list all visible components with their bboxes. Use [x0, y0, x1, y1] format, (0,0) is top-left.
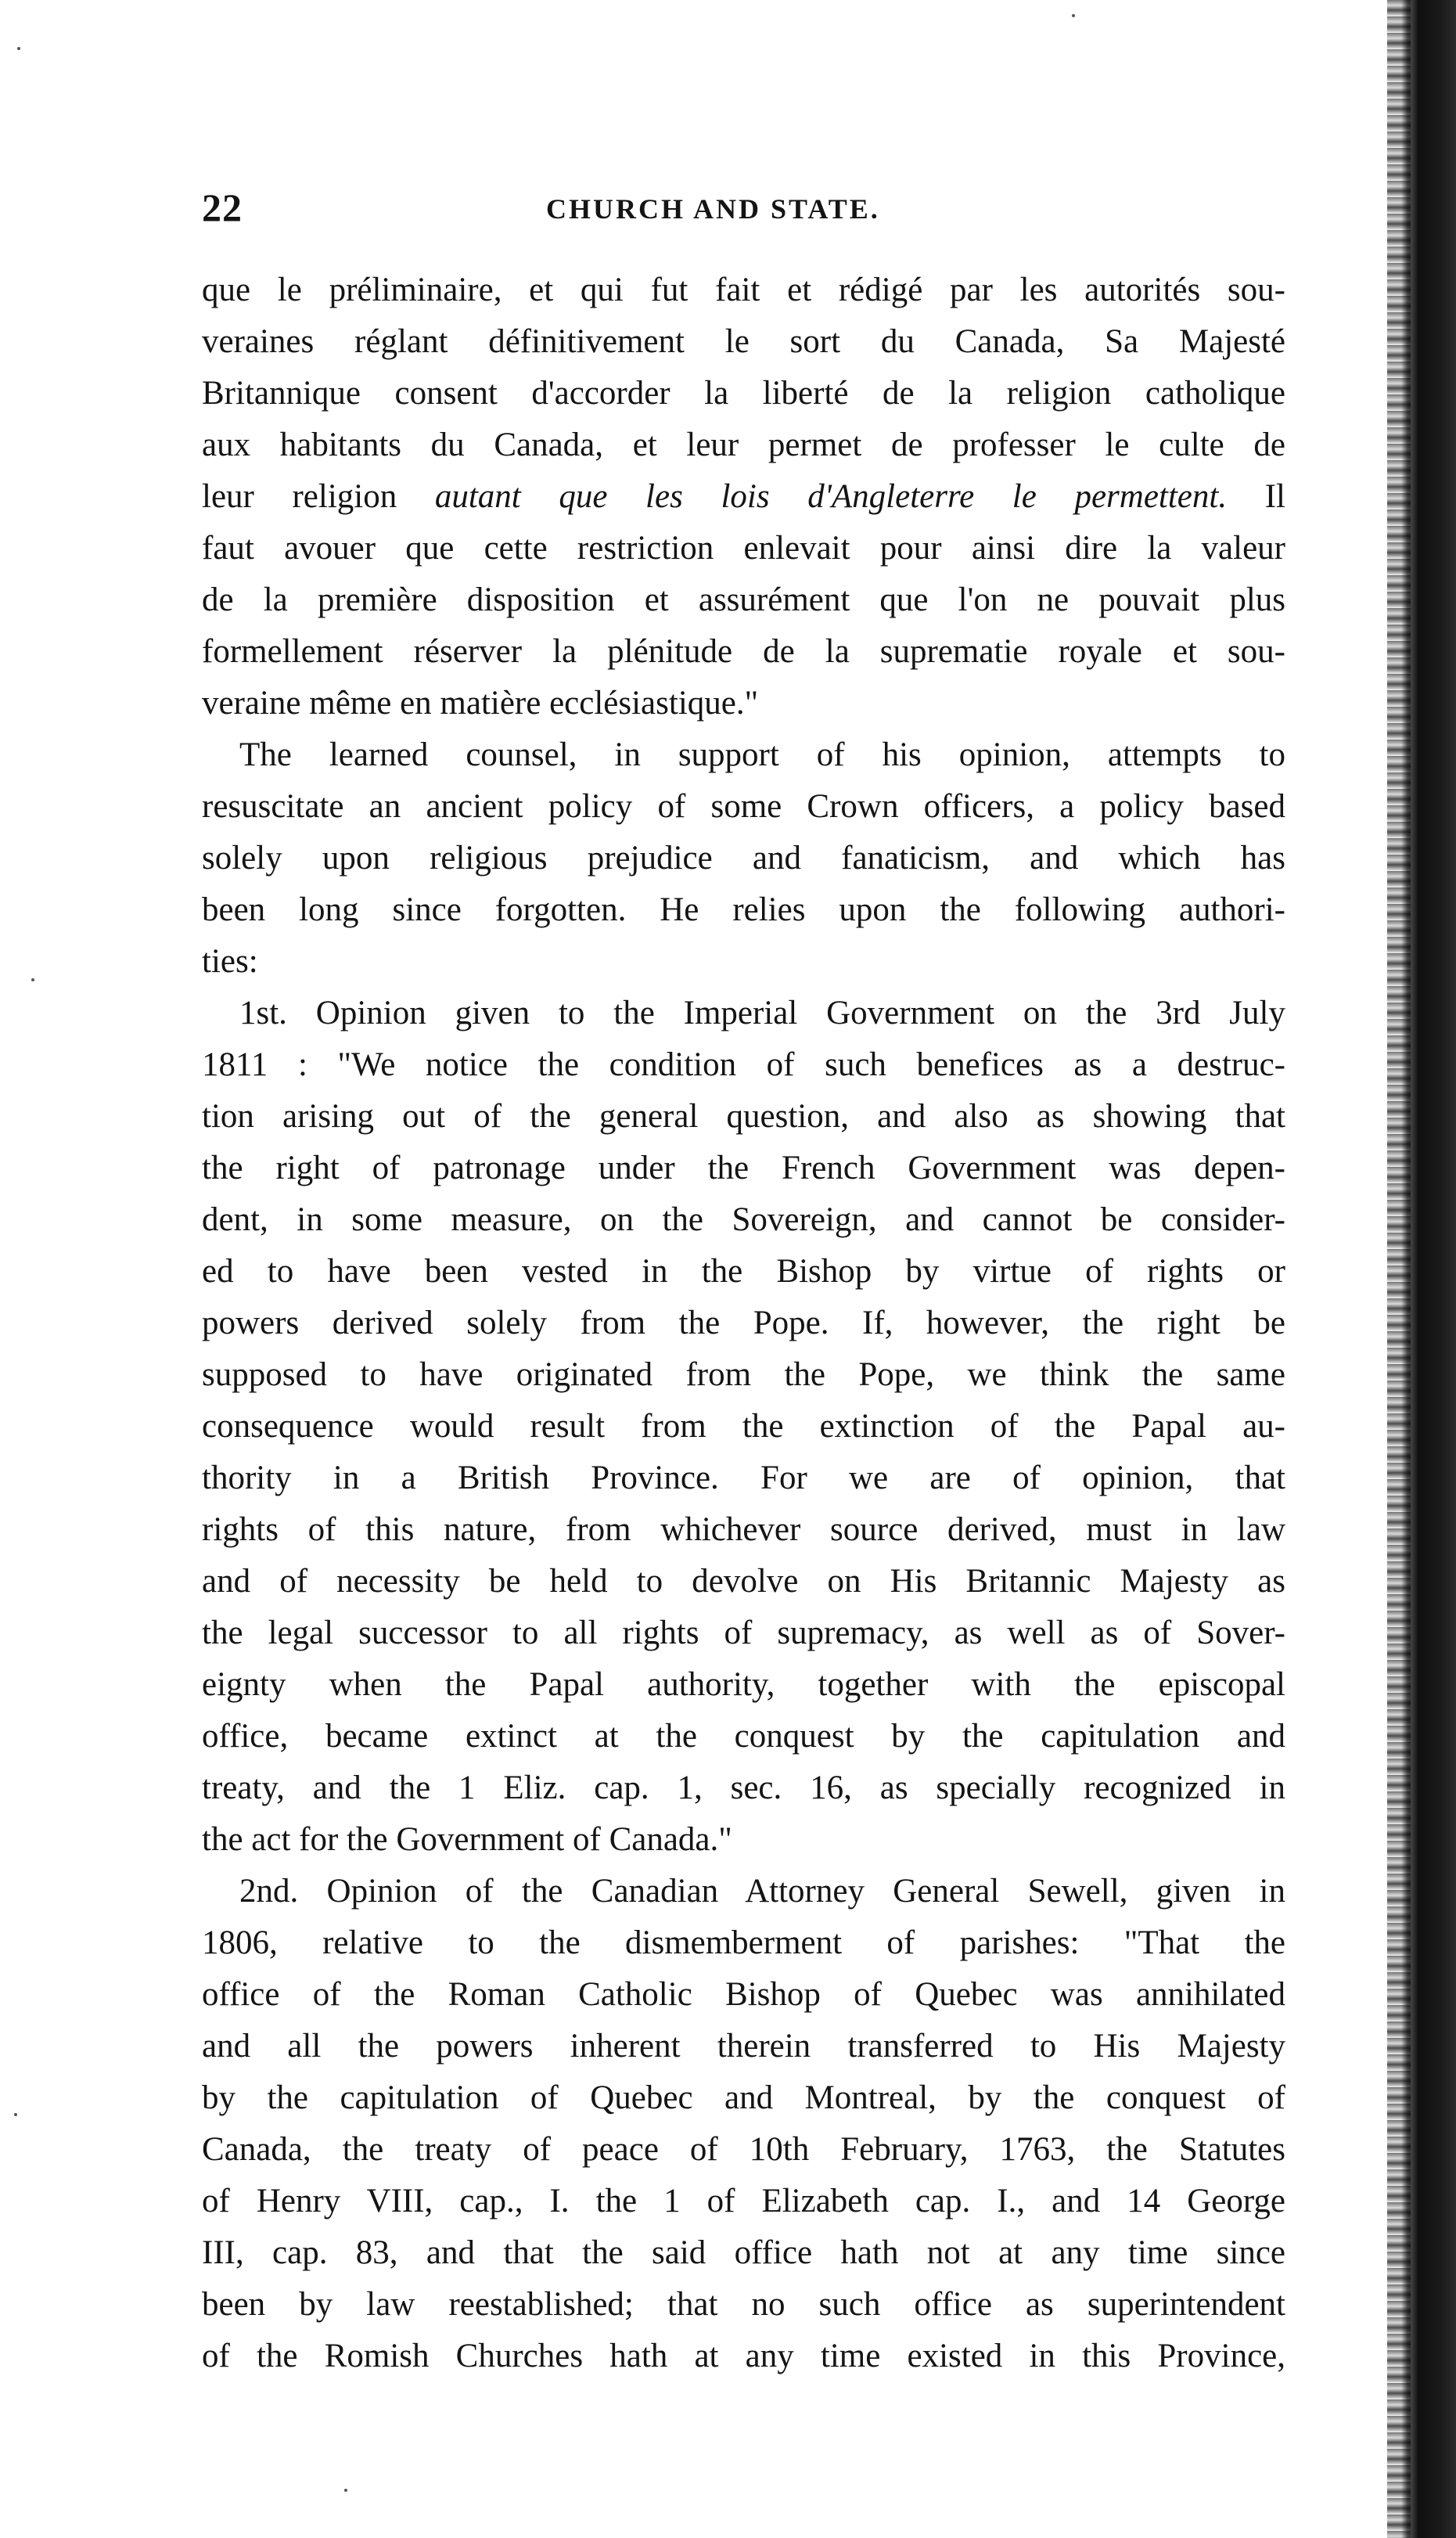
text-line: resuscitate an ancient policy of some Crown officers, a policy based: [202, 788, 1285, 825]
running-head: CHURCH AND STATE.: [546, 193, 880, 225]
page-edge-texture: [1387, 0, 1411, 2538]
text-line: the act for the Government of Canada.": [202, 1821, 732, 1858]
text-line: solely upon religious prejudice and fanaticism, and which has: [202, 840, 1285, 877]
text-line: been long since forgotten. He relies upon the following authori-: [202, 891, 1285, 928]
text-line: rights of this nature, from whichever source derived, must in law: [202, 1511, 1285, 1548]
text-line: and all the powers inherent therein transferred to His Majesty: [202, 2028, 1285, 2065]
scan-speck: [14, 2113, 17, 2116]
text-line: 1806, relative to the dismemberment of parishes: "That the: [202, 1924, 1285, 1961]
scan-speck: [1072, 14, 1075, 17]
text-line: ties:: [202, 943, 258, 980]
text-line: been by law reestablished; that no such office as superintendent: [202, 2286, 1285, 2323]
text-line: and of necessity be held to devolve on His Britannic Majesty as: [202, 1563, 1285, 1600]
text-line: 1811 : "We notice the condition of such benefices as a destruc-: [202, 1046, 1285, 1083]
scan-speck: [17, 47, 20, 50]
text-line: Britannique consent d'accorder la liberté de la religion catholique: [202, 375, 1285, 412]
scan-speck: [344, 2489, 347, 2492]
scan-speck: [31, 978, 34, 981]
text-line: of Henry VIII, cap., I. the 1 of Elizabeth cap. I., and 14 George: [202, 2183, 1285, 2219]
body-text: [202, 265, 1285, 2382]
text-line: 2nd. Opinion of the Canadian Attorney General Sewell, given in: [239, 1873, 1285, 1910]
page-number: 22: [202, 185, 243, 229]
text-line: supposed to have originated from the Pope, we think the same: [202, 1356, 1285, 1393]
page-header: [202, 185, 1285, 232]
text-line: aux habitants du Canada, et leur permet de professer le culte de: [202, 427, 1285, 463]
text-line: The learned counsel, in support of his opinion, attempts to: [239, 736, 1285, 773]
text-line: que le préliminaire, et qui fut fait et rédigé par les autorités sou-: [202, 272, 1285, 308]
italic-phrase: autant que les lois d'Angleterre le permettent.: [434, 478, 1228, 515]
text-line: office, became extinct at the conquest by the capitulation and: [202, 1718, 1285, 1755]
text-line: dent, in some measure, on the Sovereign, and cannot be consider-: [202, 1201, 1285, 1238]
text-line: treaty, and the 1 Eliz. cap. 1, sec. 16, as specially recognized in: [202, 1769, 1285, 1806]
text-line: of the Romish Churches hath at any time existed in this Province,: [202, 2338, 1285, 2374]
text-line: III, cap. 83, and that the said office hath not at any time since: [202, 2234, 1285, 2271]
text-span: leur religion: [202, 478, 435, 515]
text-line: the right of patronage under the French Government was depen-: [202, 1150, 1285, 1186]
text-line: veraines réglant définitivement le sort du Canada, Sa Majesté: [202, 323, 1285, 360]
text-line: veraine même en matière ecclésiastique.": [202, 685, 759, 722]
text-line: formellement réserver la plénitude de la suprematie royale et sou-: [202, 633, 1285, 670]
text-line: tion arising out of the general question, and also as showing that: [202, 1098, 1285, 1135]
text-line: faut avouer que cette restriction enlevait pour ainsi dire la valeur: [202, 530, 1285, 567]
text-line: powers derived solely from the Pope. If, however, the right be: [202, 1305, 1285, 1341]
text-line: de la première disposition et assurément que l'on ne pouvait plus: [202, 581, 1285, 618]
text-line: Canada, the treaty of peace of 10th February, 1763, the Statutes: [202, 2131, 1285, 2168]
text-line: [202, 471, 1285, 523]
text-line: office of the Roman Catholic Bishop of Quebec was annihilated: [202, 1976, 1285, 2013]
text-line: thority in a British Province. For we are of opinion, that: [202, 1460, 1285, 1496]
text-line: eignty when the Papal authority, together with the episcopal: [202, 1666, 1285, 1703]
text-line: the legal successor to all rights of supremacy, as well as of Sover-: [202, 1615, 1285, 1651]
text-line: by the capitulation of Quebec and Montreal, by the conquest of: [202, 2079, 1285, 2116]
text-span: Il: [1227, 478, 1285, 515]
text-line: ed to have been vested in the Bishop by virtue of rights or: [202, 1253, 1285, 1290]
text-line: 1st. Opinion given to the Imperial Government on the 3rd July: [239, 995, 1285, 1031]
text-line: consequence would result from the extinction of the Papal au-: [202, 1408, 1285, 1445]
